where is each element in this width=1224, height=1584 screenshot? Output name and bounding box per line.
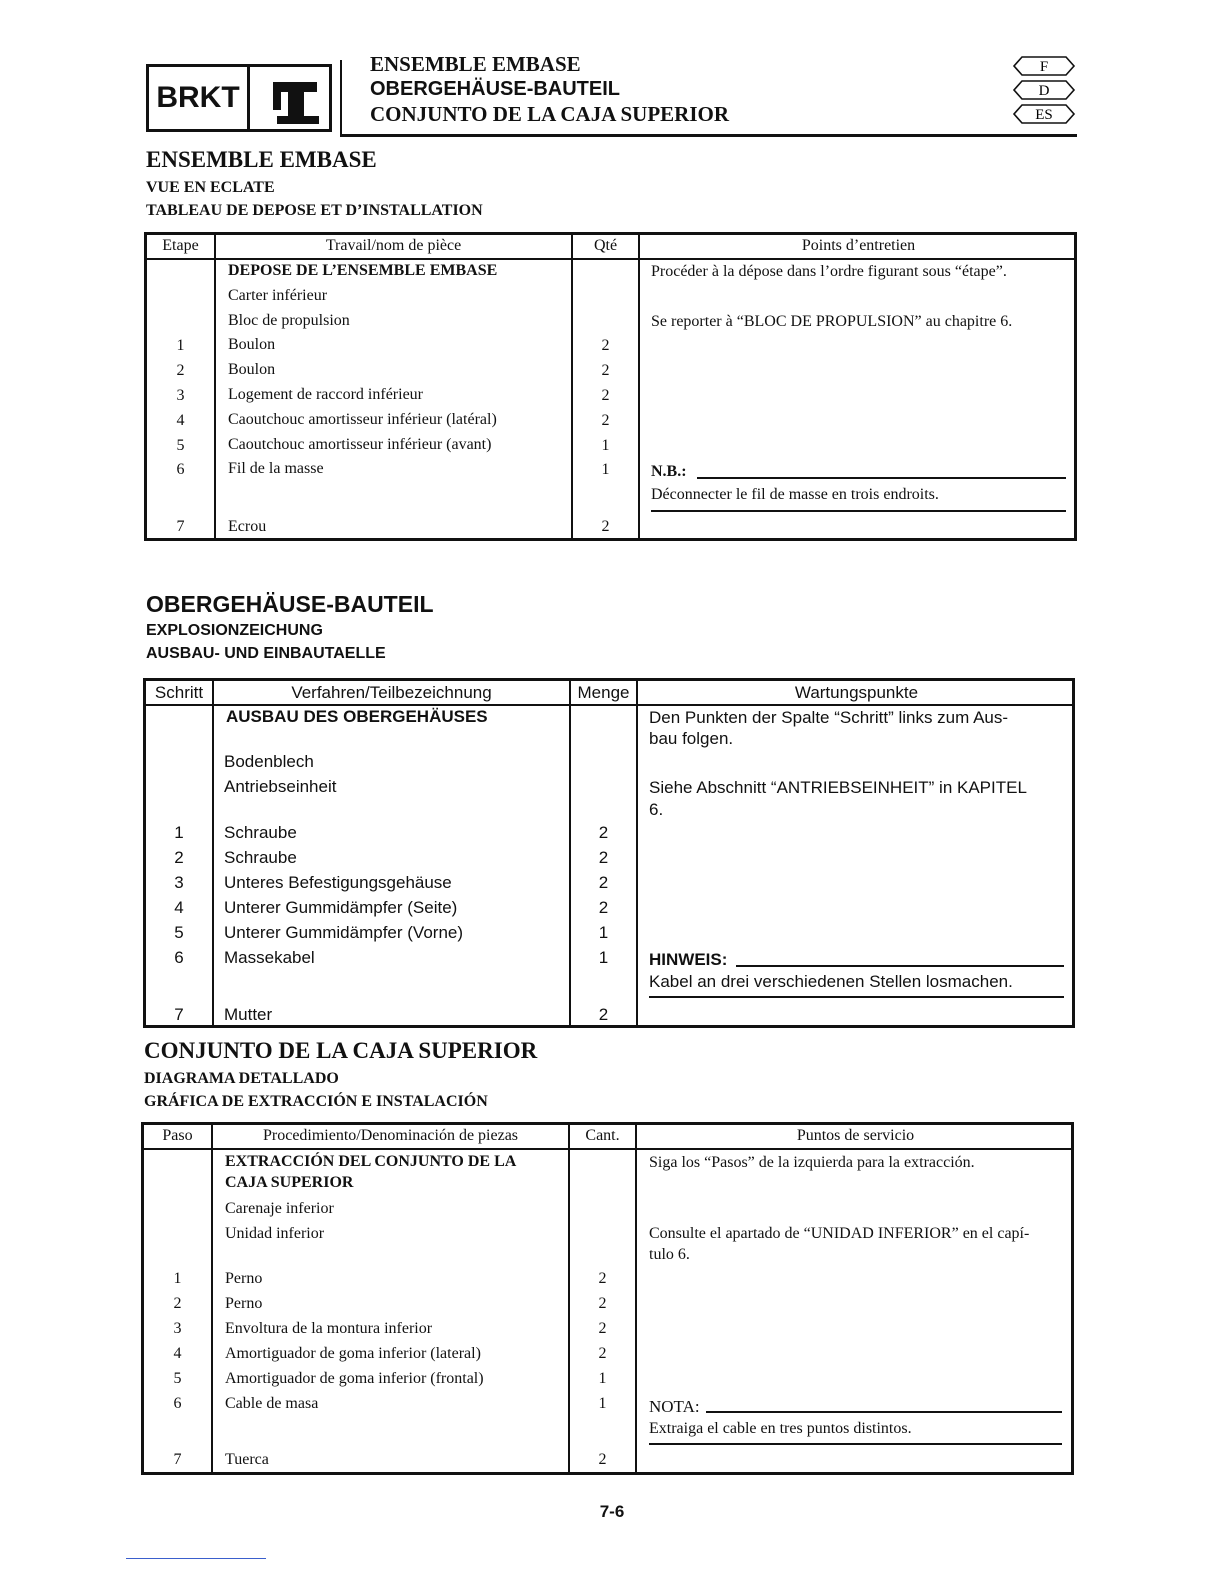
table-cell-step: 5 <box>176 437 185 454</box>
table-heading-row: EXTRACCIÓN DEL CONJUNTO DE LA <box>225 1153 517 1170</box>
col-header: Menge <box>577 683 630 702</box>
table-cell-step: 6 <box>173 1395 182 1412</box>
note-text: Déconnecter le fil de masse en trois endroits. <box>651 486 939 503</box>
table-cell-step: 2 <box>174 848 184 867</box>
col-header: Procedimiento/Denominación de piezas <box>262 1127 519 1144</box>
table-cell-qty: 1 <box>598 1395 607 1412</box>
table-cell-qty: 2 <box>598 1451 607 1468</box>
section-es-sub2: GRÁFICA DE EXTRACCIÓN E INSTALACIÓN <box>144 1093 488 1110</box>
table-cell-name: Caoutchouc amortisseur inférieur (avant) <box>228 436 492 453</box>
table-cell-qty: 2 <box>598 1345 607 1362</box>
section-de-heading <box>146 590 434 665</box>
table-cell-step: 3 <box>173 1320 182 1337</box>
table-cell-step: 3 <box>174 873 184 892</box>
table-cell-qty: 2 <box>598 873 609 892</box>
section-de-title: OBERGEHÄUSE-BAUTEIL <box>146 591 434 617</box>
table-fr <box>144 232 1077 541</box>
table-cell-name: Carter inférieur <box>228 287 328 304</box>
table-cell-step: 5 <box>174 923 184 942</box>
section-es-heading <box>144 1037 537 1113</box>
table-cell-point: Siehe Abschnitt “ANTRIEBSEINHEIT” in KAPITEL <box>649 778 1027 797</box>
table-cell-qty: 2 <box>598 823 609 842</box>
note-text: Kabel an drei verschiedenen Stellen losmachen. <box>649 972 1013 991</box>
table-cell-qty: 2 <box>598 1295 607 1312</box>
table-cell-name: Mutter <box>224 1005 273 1024</box>
col-header: Cant. <box>585 1127 620 1144</box>
table-cell-qty: 2 <box>601 362 610 379</box>
lang-badge-d-label: D <box>1038 83 1050 99</box>
table-heading-row: CAJA SUPERIOR <box>225 1174 354 1191</box>
table-cell-name: Boulon <box>228 361 276 378</box>
table-cell-name: Unidad inferior <box>225 1225 325 1242</box>
table-cell-step: 2 <box>176 362 185 379</box>
table-de <box>143 678 1075 1028</box>
table-cell-name: Boulon <box>228 336 276 353</box>
table-cell-qty: 2 <box>598 898 609 917</box>
col-header: Wartungspunkte <box>794 683 919 702</box>
lang-badge-es <box>1012 102 1076 126</box>
table-heading-point: bau folgen. <box>649 729 734 748</box>
col-header: Travail/nom de pièce <box>325 237 462 254</box>
table-cell-qty: 2 <box>598 848 609 867</box>
lang-badge-f <box>1012 54 1076 78</box>
note-line <box>736 965 1064 967</box>
table-cell-qty: 1 <box>598 948 609 967</box>
section-logo <box>146 64 332 132</box>
col-header: Etape <box>162 237 199 254</box>
table-cell-name: Envoltura de la montura inferior <box>225 1320 433 1337</box>
table-cell-step: 4 <box>176 412 185 429</box>
table-cell-qty: 2 <box>598 1270 607 1287</box>
table-cell-qty: 2 <box>598 1320 607 1337</box>
note-label: HINWEIS: <box>649 950 728 969</box>
footer-link-line <box>126 1558 266 1559</box>
table-cell-step: 5 <box>173 1370 182 1387</box>
bracket-icon <box>250 67 329 129</box>
table-cell-name: Schraube <box>224 848 297 867</box>
header-title-de: OBERGEHÄUSE-BAUTEIL <box>370 78 621 100</box>
table-heading-point: Den Punkten der Spalte “Schritt” links zum Aus- <box>649 708 1009 727</box>
table-cell-step: 4 <box>173 1345 182 1362</box>
col-header: Verfahren/Teilbezeichnung <box>291 683 492 702</box>
table-cell-name: Caoutchouc amortisseur inférieur (latéral) <box>228 411 497 428</box>
table-cell-point: tulo 6. <box>649 1246 690 1263</box>
table-cell-qty: 1 <box>598 923 609 942</box>
note-line <box>649 1443 1062 1445</box>
table-cell-step: 3 <box>176 387 185 404</box>
table-cell-qty: 1 <box>601 437 610 454</box>
section-fr-sub1: VUE EN ECLATE <box>146 179 275 196</box>
table-cell-step: 7 <box>173 1451 182 1468</box>
header-title-es: CONJUNTO DE LA CAJA SUPERIOR <box>370 102 729 126</box>
table-cell-name: Fil de la masse <box>228 460 324 477</box>
col-header: Puntos de servicio <box>796 1127 915 1144</box>
table-cell-step: 2 <box>173 1295 182 1312</box>
note-line <box>651 510 1066 512</box>
header-title-fr: ENSEMBLE EMBASE <box>370 52 581 76</box>
table-cell-step: 1 <box>176 337 185 354</box>
table-cell-step: 1 <box>174 823 184 842</box>
note-label: N.B.: <box>651 463 687 480</box>
section-de-sub1: EXPLOSIONZEICHUNG <box>146 622 323 639</box>
table-cell-qty: 2 <box>598 1005 609 1024</box>
table-cell-step: 4 <box>174 898 184 917</box>
lang-badge-d <box>1012 78 1076 102</box>
table-cell-name: Cable de masa <box>225 1395 319 1412</box>
table-cell-qty: 1 <box>601 461 610 478</box>
note-text: Extraiga el cable en tres puntos distintos. <box>649 1420 912 1437</box>
table-cell-qty: 2 <box>601 387 610 404</box>
table-cell-name: Carenaje inferior <box>225 1200 334 1217</box>
logo-text: BRKT <box>149 67 250 129</box>
col-header: Paso <box>162 1127 193 1144</box>
table-cell-name: Perno <box>225 1270 263 1287</box>
page-number: 7-6 <box>599 1502 625 1521</box>
table-cell-step: 7 <box>176 518 185 535</box>
table-cell-qty: 2 <box>601 412 610 429</box>
note-line <box>697 477 1066 479</box>
section-fr-sub2: TABLEAU DE DEPOSE ET D’INSTALLATION <box>146 202 483 219</box>
header-divider <box>340 60 342 136</box>
note-line <box>706 1411 1062 1413</box>
col-header: Points d’entretien <box>801 237 916 254</box>
col-header: Qté <box>593 237 618 254</box>
header-rule <box>340 134 1077 137</box>
table-cell-name: Amortiguador de goma inferior (lateral) <box>225 1345 481 1362</box>
table-heading-row: DEPOSE DE L’ENSEMBLE EMBASE <box>228 262 498 279</box>
lang-badge-f-label: F <box>1039 59 1049 75</box>
table-cell-name: Perno <box>225 1295 263 1312</box>
table-heading-point: Procéder à la dépose dans l’ordre figurant sous “étape”. <box>651 263 1007 280</box>
note-label: NOTA: <box>649 1397 700 1416</box>
header-titles <box>370 52 729 127</box>
table-cell-step: 1 <box>173 1270 182 1287</box>
table-es <box>141 1122 1074 1475</box>
table-cell-name: Bodenblech <box>224 752 314 771</box>
table-cell-name: Ecrou <box>228 518 267 535</box>
table-cell-name: Unterer Gummidämpfer (Vorne) <box>224 923 464 942</box>
table-cell-name: Unterer Gummidämpfer (Seite) <box>224 898 458 917</box>
table-cell-name: Antriebseinheit <box>224 777 337 796</box>
table-cell-name: Logement de raccord inférieur <box>228 386 424 403</box>
table-cell-name: Tuerca <box>225 1451 269 1468</box>
table-heading-point: Siga los “Pasos” de la izquierda para la extracción. <box>649 1154 975 1171</box>
table-cell-name: Bloc de propulsion <box>228 312 350 329</box>
table-cell-name: Massekabel <box>224 948 315 967</box>
table-cell-qty: 2 <box>601 518 610 535</box>
section-es-title: CONJUNTO DE LA CAJA SUPERIOR <box>144 1038 538 1063</box>
table-cell-point: Se reporter à “BLOC DE PROPULSION” au chapitre 6. <box>651 313 1013 330</box>
table-cell-name: Unteres Befestigungsgehäuse <box>224 873 452 892</box>
section-es-sub1: DIAGRAMA DETALLADO <box>144 1070 339 1087</box>
note-line <box>649 996 1064 998</box>
table-cell-qty: 2 <box>601 337 610 354</box>
lang-badge-es-label: ES <box>1035 107 1053 123</box>
section-fr-title: ENSEMBLE EMBASE <box>146 147 377 172</box>
table-cell-point: Consulte el apartado de “UNIDAD INFERIOR” en el capí- <box>649 1225 1030 1242</box>
section-fr-heading <box>146 146 483 222</box>
table-heading-row: AUSBAU DES OBERGEHÄUSES <box>226 707 488 726</box>
table-cell-name: Schraube <box>224 823 297 842</box>
language-badges <box>1012 54 1076 126</box>
section-de-sub2: AUSBAU- UND EINBAUTAELLE <box>146 645 386 662</box>
table-cell-qty: 1 <box>598 1370 607 1387</box>
table-cell-name: Amortiguador de goma inferior (frontal) <box>225 1370 484 1387</box>
col-header: Schritt <box>154 683 204 702</box>
table-cell-point: 6. <box>649 800 664 819</box>
table-cell-step: 6 <box>174 948 184 967</box>
table-cell-step: 6 <box>176 461 185 478</box>
table-cell-step: 7 <box>174 1005 184 1024</box>
